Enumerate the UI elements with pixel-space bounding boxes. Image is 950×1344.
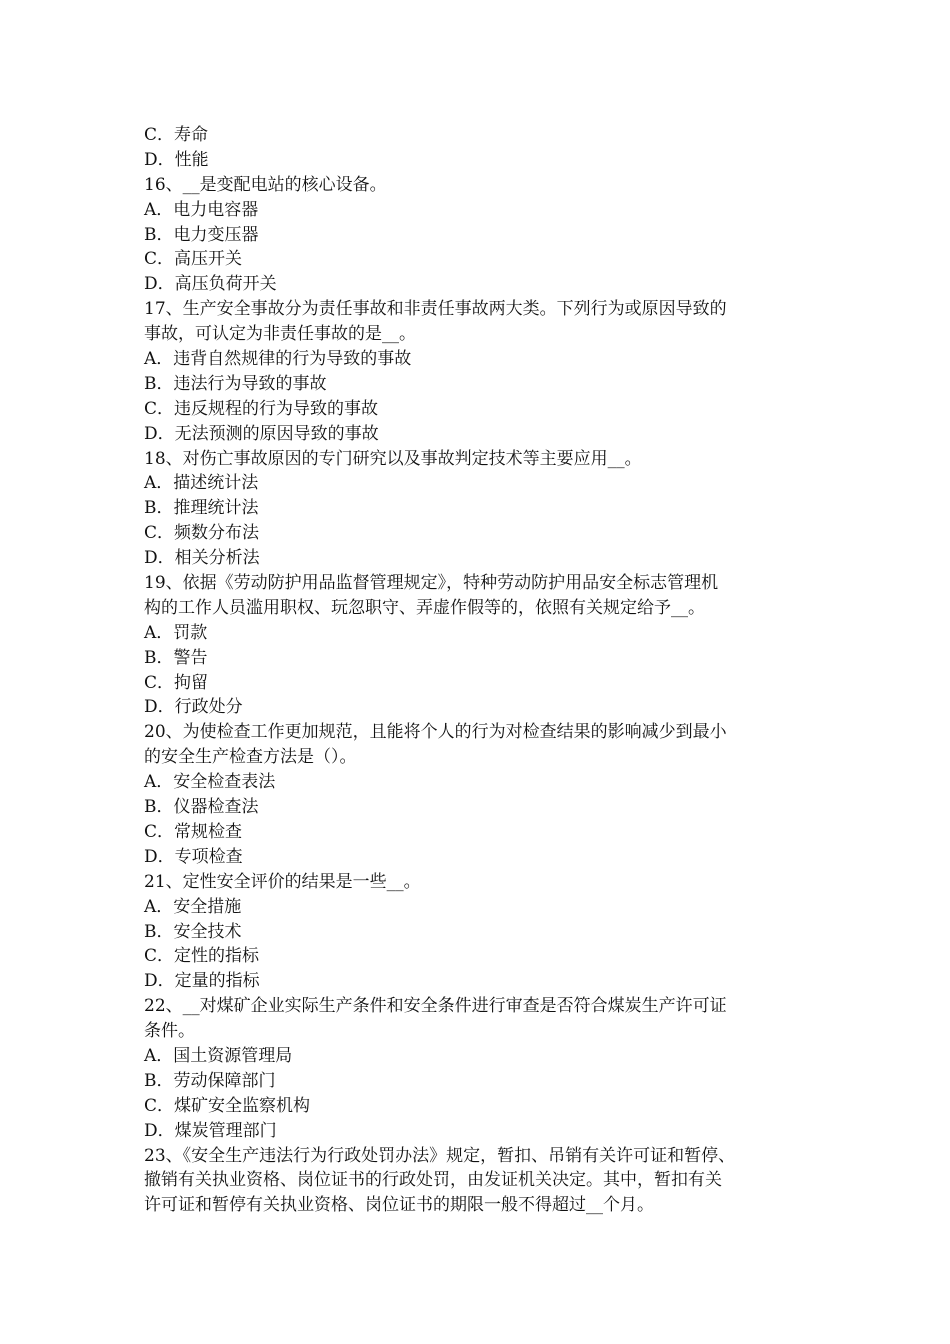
option-line: D．无法预测的原因导致的事故 xyxy=(144,423,379,444)
option-line: B．电力变压器 xyxy=(144,224,259,245)
option-line: A．违背自然规律的行为导致的事故 xyxy=(144,349,412,370)
option-line: C．违反规程的行为导致的事故 xyxy=(144,398,379,419)
question-line: 16、__是变配电站的核心设备。 xyxy=(144,174,387,195)
option-line: D．相关分析法 xyxy=(144,548,260,569)
option-line: D．定量的指标 xyxy=(144,971,260,992)
option-line: A．罚款 xyxy=(144,622,208,643)
option-line: C．拘留 xyxy=(144,672,209,693)
option-line: A．电力电容器 xyxy=(144,199,259,220)
option-line: C．寿命 xyxy=(144,125,209,145)
option-line: C．煤矿安全监察机构 xyxy=(144,1095,311,1116)
option-line: A．安全措施 xyxy=(144,896,242,917)
option-line: B．违法行为导致的事故 xyxy=(144,373,327,394)
option-line: D．煤炭管理部门 xyxy=(144,1120,277,1141)
document-text xyxy=(144,123,814,1218)
option-line: B．推理统计法 xyxy=(144,498,259,519)
question-line: 23、《安全生产违法行为行政处罚办法》规定，暂扣、吊销有关许可证和暂停、 xyxy=(144,1145,736,1166)
option-line: C．高压开关 xyxy=(144,249,243,270)
option-line: B．安全技术 xyxy=(144,921,242,942)
question-line: 撤销有关执业资格、岗位证书的行政处罚，由发证机关决定。其中，暂扣有关 xyxy=(144,1170,722,1191)
question-line: 21、定性安全评价的结果是一些__。 xyxy=(144,871,421,892)
option-line: A．国土资源管理局 xyxy=(144,1045,293,1066)
option-line: D．高压负荷开关 xyxy=(144,274,277,295)
question-line: 22、__对煤矿企业实际生产条件和安全条件进行审查是否符合煤炭生产许可证 xyxy=(144,996,727,1017)
question-line: 17、生产安全事故分为责任事故和非责任事故两大类。下列行为或原因导致的 xyxy=(144,299,727,320)
option-line: A．描述统计法 xyxy=(144,473,259,494)
option-line: D．专项检查 xyxy=(144,846,243,867)
option-line: C．频数分布法 xyxy=(144,523,260,544)
question-line: 的安全生产检查方法是（）。 xyxy=(144,747,357,768)
option-line: D．行政处分 xyxy=(144,697,243,718)
option-line: B．警告 xyxy=(144,647,208,668)
question-line: 18、对伤亡事故原因的专门研究以及事故判定技术等主要应用__。 xyxy=(144,448,642,469)
option-line: B．劳动保障部门 xyxy=(144,1070,276,1091)
question-line: 许可证和暂停有关执业资格、岗位证书的期限一般不得超过__个月。 xyxy=(144,1195,654,1216)
question-line: 条件。 xyxy=(144,1021,195,1042)
option-line: C．定性的指标 xyxy=(144,946,260,967)
question-line: 事故，可认定为非责任事故的是__。 xyxy=(144,324,416,345)
question-line: 19、依据《劳动防护用品监督管理规定》，特种劳动防护用品安全标志管理机 xyxy=(144,573,719,594)
question-line: 20、为使检查工作更加规范，且能将个人的行为对检查结果的影响减少到最小 xyxy=(144,722,727,743)
option-line: A．安全检查表法 xyxy=(144,772,276,793)
question-line: 构的工作人员滥用职权、玩忽职守、弄虚作假等的，依照有关规定给予__。 xyxy=(144,597,705,618)
option-line: B．仪器检查法 xyxy=(144,797,259,818)
option-line: C．常规检查 xyxy=(144,821,243,842)
option-line: D．性能 xyxy=(144,149,209,170)
